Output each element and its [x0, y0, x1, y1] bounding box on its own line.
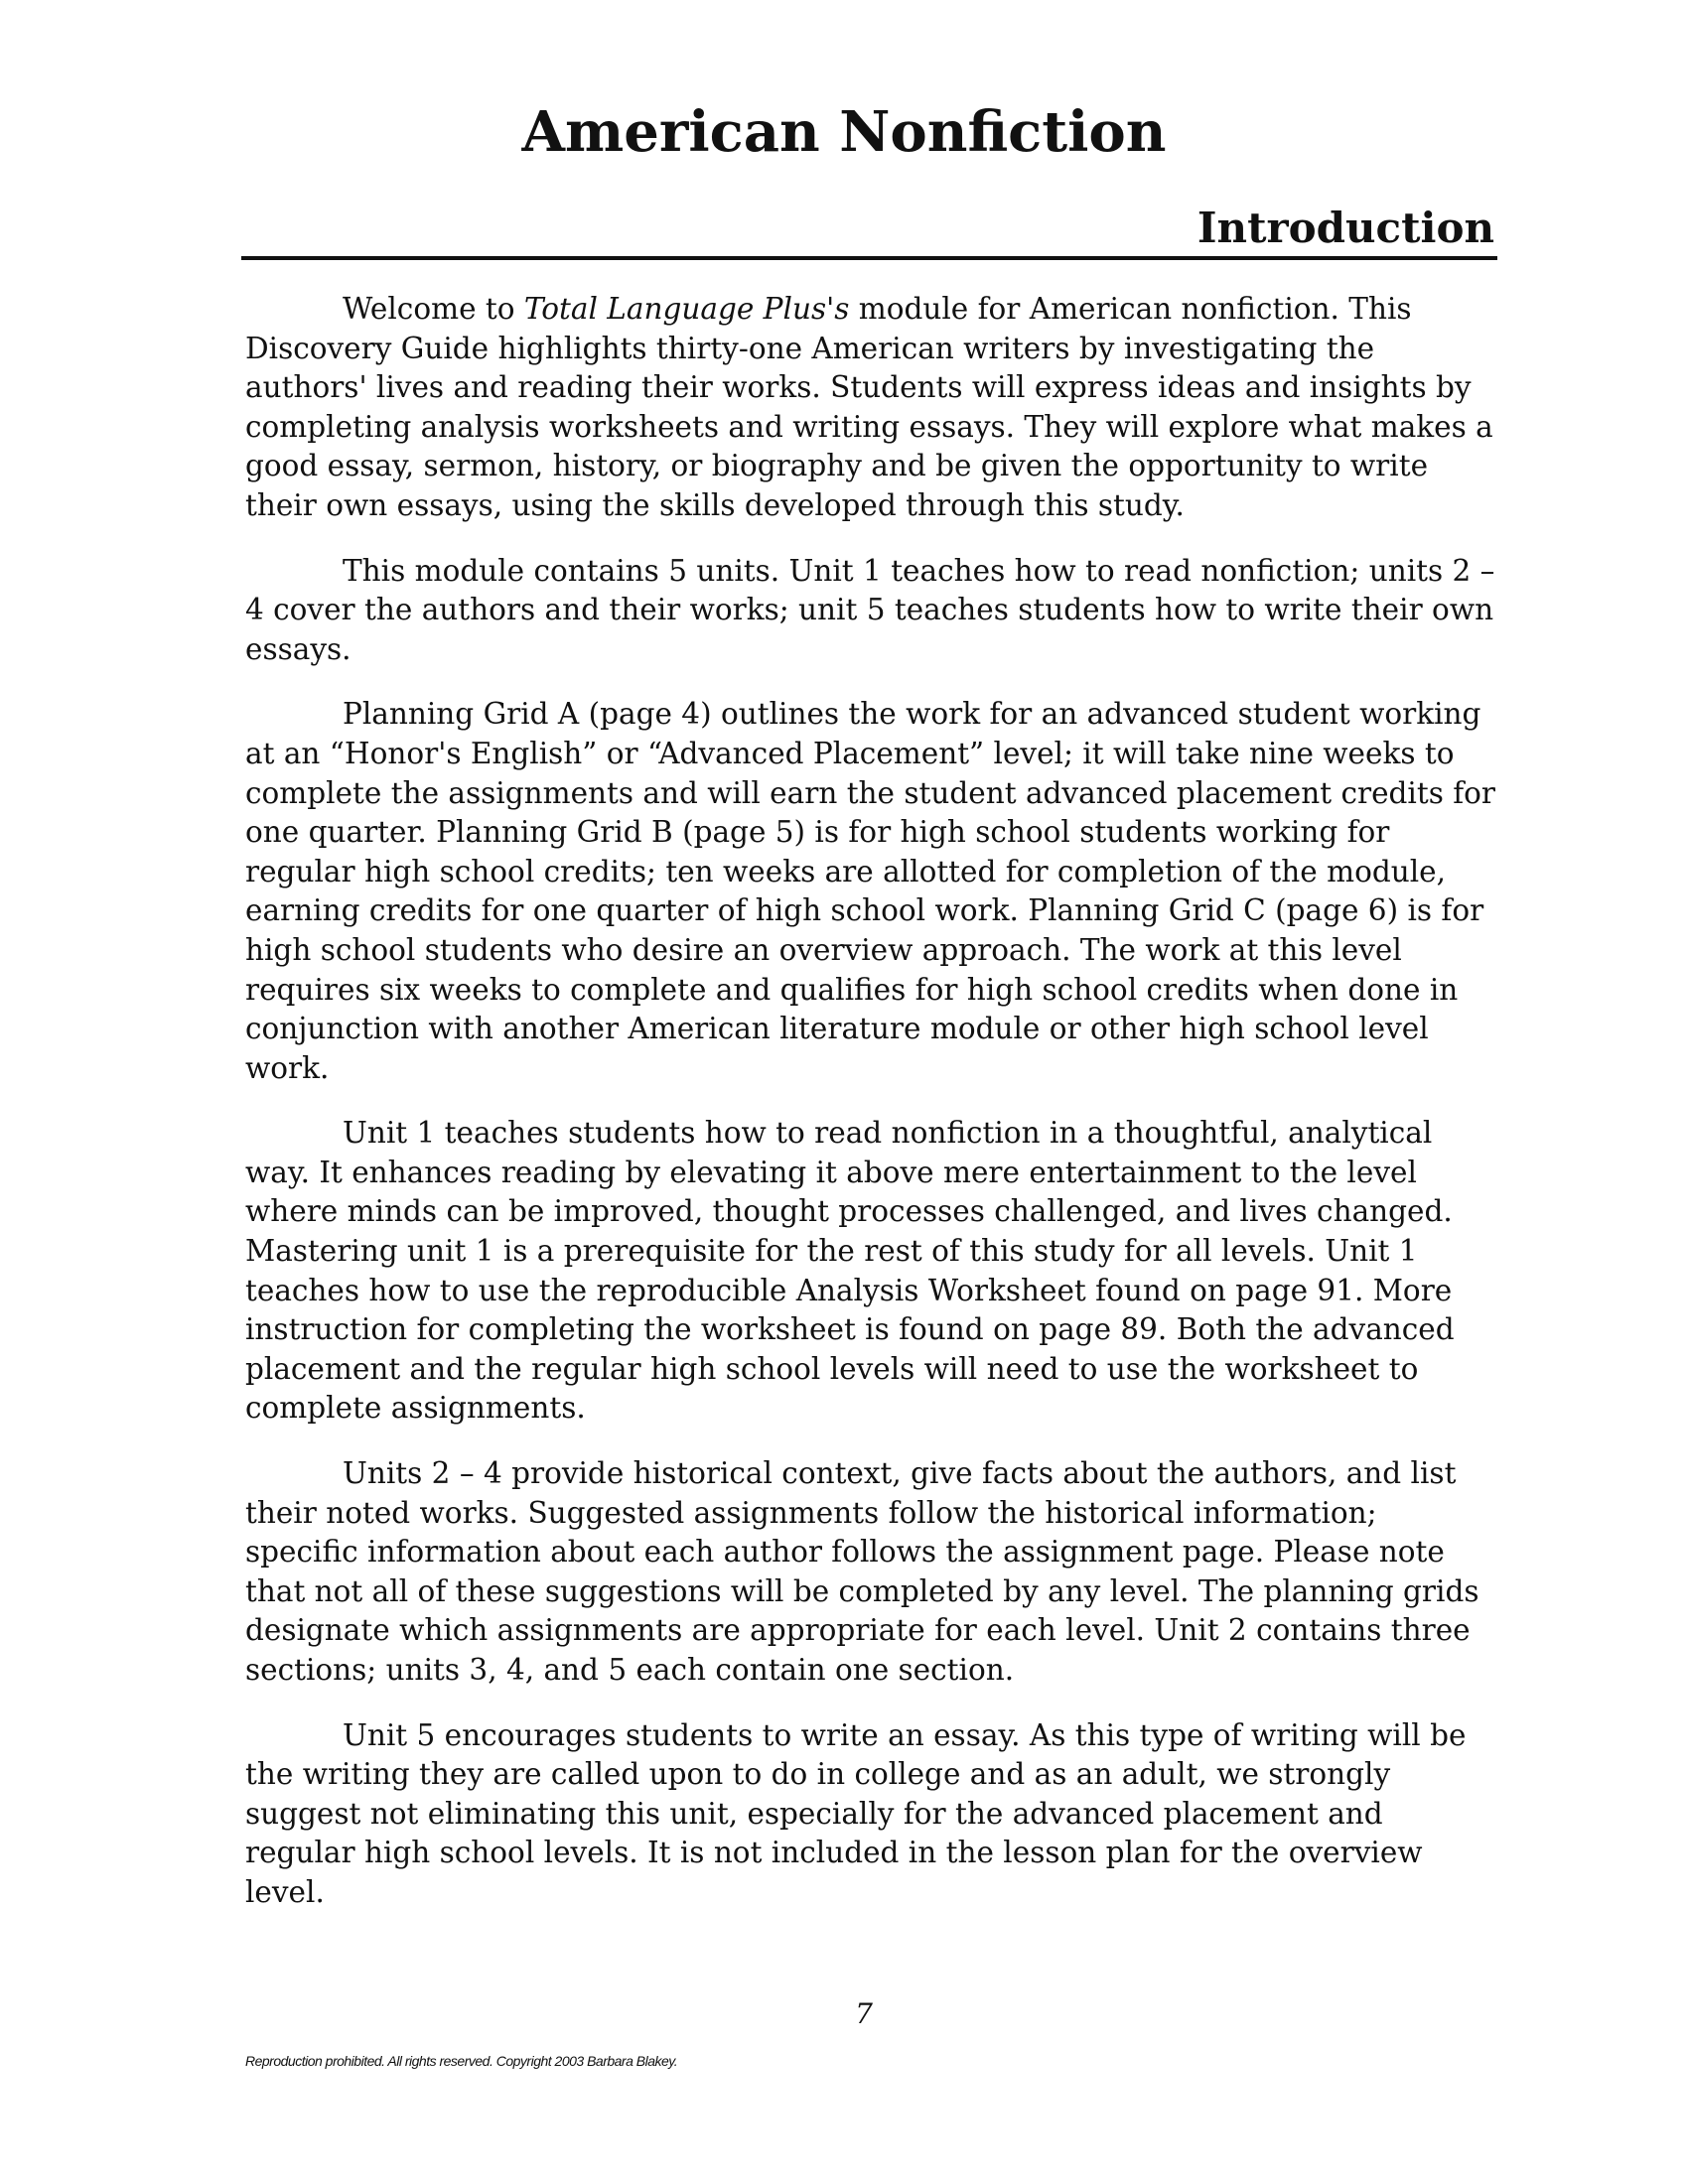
paragraph-3: Planning Grid A (page 4) outlines the work for an advanced student working at an “Honor's English” or “Advanced Placement” level; it will take nine weeks to complete the assignments and will earn the student advanced placement credits for one quarter. Planning Grid B (page 5) is for high school students working for regular high school credits; ten weeks are allotted for completion of the module, earning credits for one quarter of high school work. Planning Grid C (page 6) is for high school students who desire an overview approach. The work at this level requires six weeks to complete and qualifies for high school credits when done in conjunction with another American literature module or other high school level work.: [245, 697, 1496, 1085]
paragraph-2: This module contains 5 units. Unit 1 teaches how to read nonfiction; units 2 – 4 cover the authors and their works; unit 5 teaches students how to write their own essays.: [245, 553, 1495, 666]
paragraph-1-intro: Welcome to: [343, 292, 524, 326]
paragraph-6: Unit 5 encourages students to write an essay. As this type of writing will be the writing they are called upon to do in college and as an adult, we strongly suggest not eliminating this unit, especially for the advanced placement and regular high school levels. It is not included in the lesson plan for the overview level.: [245, 1717, 1467, 1909]
product-name: Total Language Plus's: [523, 292, 850, 326]
paragraph-1: [245, 290, 1496, 526]
paragraph-4: Unit 1 teaches students how to read nonfiction in a thoughtful, analytical way. It enhances reading by elevating it above mere entertainment to the level where minds can be improved, thought processes challenged, and lives changed. Mastering unit 1 is a prerequisite for the rest of this study for all levels. Unit 1 teaches how to use the reproducible Analysis Worksheet found on page 91. More instruction for completing the worksheet is found on page 89. Both the advanced placement and the regular high school levels will need to use the worksheet to complete assignments.: [245, 1116, 1455, 1426]
section-divider: [241, 256, 1497, 260]
copyright-footer: Reproduction prohibited. All rights reserved. Copyright 2003 Barbara Blakey.: [245, 2053, 678, 2069]
document-title: American Nonfiction: [521, 99, 1167, 165]
paragraph-1-rest: module for American nonfiction. This Discovery Guide highlights thirty-one American writers by investigating the authors' lives and reading their works. Students will express ideas and insights by completing analysis worksheets and writing essays. They will explore what makes a good essay, sermon, history, or biography and be given the opportunity to write their own essays, using the skills developed through this study.: [245, 292, 1493, 522]
page-number: 7: [855, 1997, 873, 2030]
section-title: Introduction: [1196, 204, 1494, 252]
paragraph-5: Units 2 – 4 provide historical context, give facts about the authors, and list their noted works. Suggested assignments follow the historical information; specific information about each author follows the assignment page. Please note that not all of these suggestions will be completed by any level. The planning grids designate which assignments are appropriate for each level. Unit 2 contains three sections; units 3, 4, and 5 each contain one section.: [245, 1456, 1479, 1687]
body-text: [245, 290, 1496, 1939]
